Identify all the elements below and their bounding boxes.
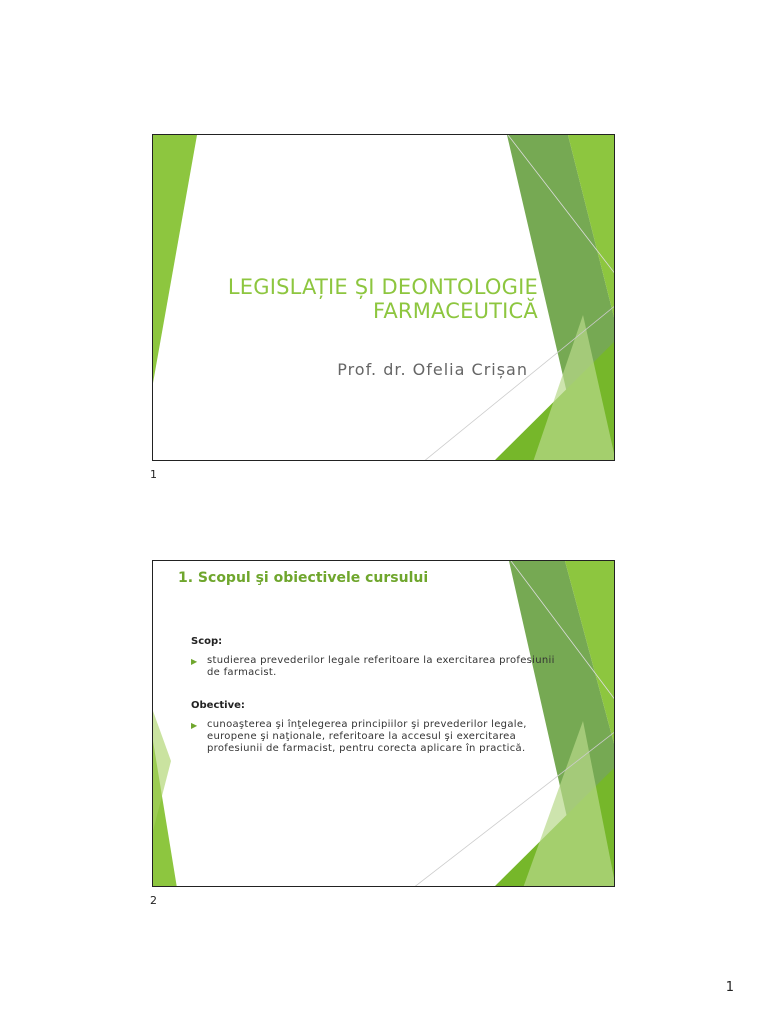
objectives-bullet — [191, 719, 571, 755]
slide-2 — [152, 560, 615, 887]
scope-bullet — [191, 655, 571, 679]
bullet-arrow-icon: ▶ — [191, 721, 198, 730]
left-green-triangle — [153, 135, 197, 383]
objectives-bullet-text: cunoaşterea şi înţelegerea principiilor şi prevederilor legale, europene şi naţionale, referitoare la accesul şi exercitarea profesiunii de farmacist, pentru corecta aplicare în practică. — [207, 719, 527, 754]
slide-1-number: 1 — [150, 468, 157, 481]
bullet-arrow-icon: ▶ — [191, 657, 198, 666]
slide-1-title-line-2: FARMACEUTICĂ — [373, 299, 538, 323]
slide-1 — [152, 134, 615, 461]
slide-1-title — [158, 275, 538, 323]
scope-bullet-text: studierea prevederilor legale referitoare la exercitarea profesiunii de farmacist. — [207, 655, 555, 678]
slide-2-content — [191, 636, 571, 755]
page-number: 1 — [725, 980, 734, 995]
slide-2-number: 2 — [150, 894, 157, 907]
slide-2-title: 1. Scopul şi obiectivele cursului — [178, 570, 429, 586]
slide-1-subtitle: Prof. dr. Ofelia Crișan — [337, 360, 528, 379]
objectives-heading: Obective: — [191, 700, 245, 711]
scope-heading: Scop: — [191, 636, 223, 647]
slide-1-title-line-1: LEGISLAȚIE ȘI DEONTOLOGIE — [227, 275, 538, 299]
